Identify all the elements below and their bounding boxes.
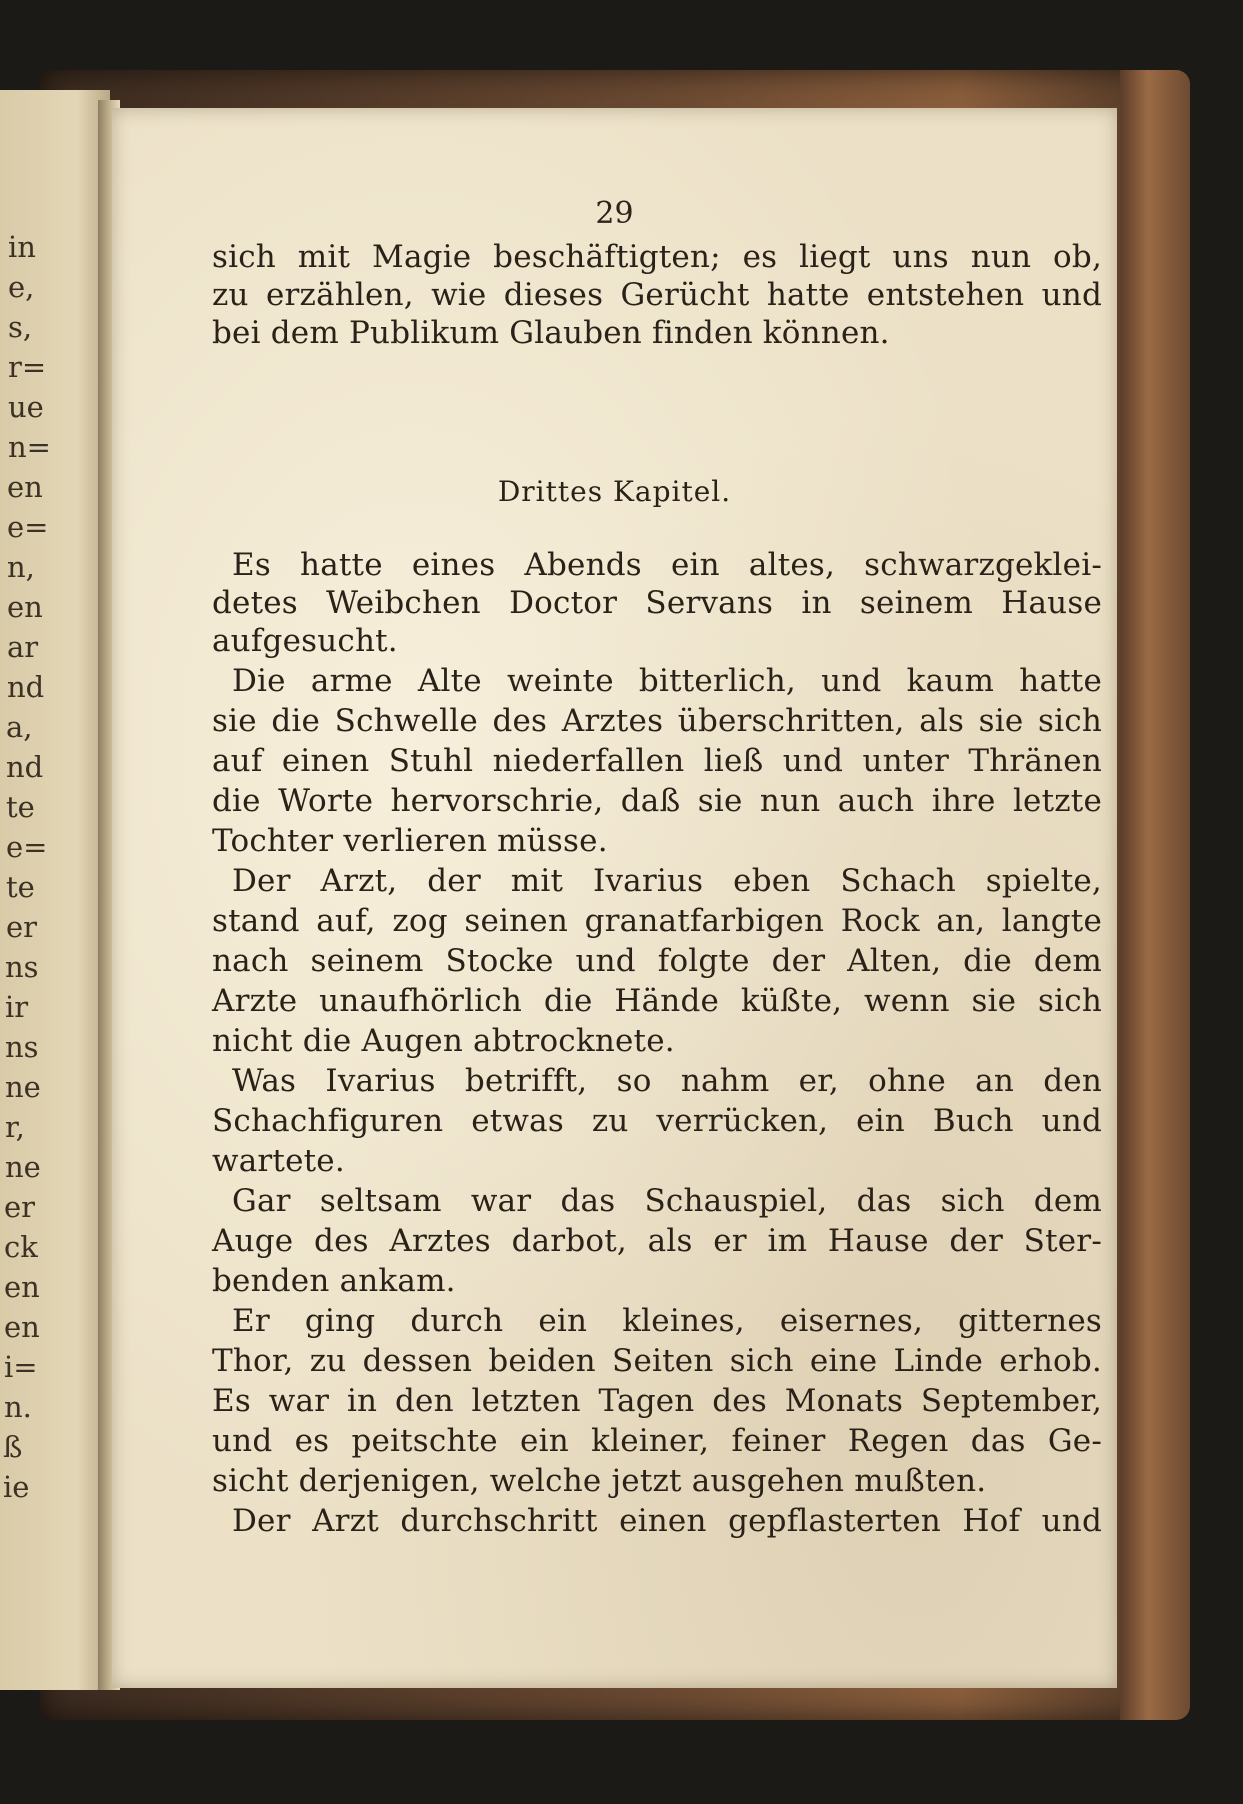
text-line: auf einen Stuhl niederfallen ließ und unter Thränen [212,743,1102,779]
left-page-line: in [8,230,36,264]
left-page-line: ir [5,990,29,1024]
text-line: Gar seltsam war das Schauspiel, das sich dem [232,1183,1102,1219]
text-line: zu erzählen, wie dieses Gerücht hatte entstehen und [212,277,1102,313]
left-page-line: te [6,870,35,904]
left-page-line: r, [5,1110,25,1144]
text-line: sich mit Magie beschäftigten; es liegt uns nun ob, [212,239,1102,275]
left-page-line: e, [8,270,35,304]
text-line: Der Arzt, der mit Ivarius eben Schach spielte, [232,863,1102,899]
text-line: nach seinem Stocke und folgte der Alten, die dem [212,943,1102,979]
left-page-line: ns [5,1030,39,1064]
text-line: nicht die Augen abtrocknete. [212,1023,675,1059]
text-line: stand auf, zog seinen granatfarbigen Rock an, langte [212,903,1102,939]
left-page-line: ß [3,1430,23,1464]
text-line: und es peitschte ein kleiner, feiner Regen das Ge- [212,1423,1102,1459]
left-page-line: en [7,590,43,624]
left-page-line: ue [8,390,44,424]
text-line: Was Ivarius betrifft, so nahm er, ohne an den [232,1063,1102,1099]
text-line: Der Arzt durchschritt einen gepflasterten Hof und [232,1503,1102,1539]
text-line: detes Weibchen Doctor Servans in seinem Hause [212,585,1102,621]
text-line: benden ankam. [212,1263,456,1299]
text-line: Es hatte eines Abends ein altes, schwarzgeklei- [232,547,1102,583]
left-page-line: nd [7,670,45,704]
right-page [112,108,1117,1688]
text-line: Es war in den letzten Tagen des Monats September, [212,1383,1102,1419]
left-page-line: en [7,470,43,504]
text-line: Schachfiguren etwas zu verrücken, ein Buch und [212,1103,1102,1139]
text-line: aufgesucht. [212,623,398,659]
left-page-line: en [4,1270,40,1304]
left-page-line: n. [4,1390,32,1424]
cover-edge [1120,70,1190,1720]
text-line: Arzte unaufhörlich die Hände küßte, wenn sie sich [212,983,1102,1019]
text-line: sie die Schwelle des Arztes überschritten, als sie sich [212,703,1102,739]
text-line: wartete. [212,1143,345,1179]
text-line: die Worte hervorschrie, daß sie nun auch ihre letzte [212,783,1102,819]
left-page-line: ne [5,1150,41,1184]
left-page-line: er [4,1190,36,1224]
text-line: Er ging durch ein kleines, eisernes, gitternes [232,1303,1102,1339]
left-page-line: i= [4,1350,38,1384]
left-page-line: e= [6,830,48,864]
left-page-line: ar [7,630,39,664]
page-number: 29 [595,196,634,231]
left-page-line: ne [5,1070,41,1104]
left-page-line: te [6,790,35,824]
left-page-line: a, [6,710,33,744]
left-page-fragment [0,90,110,1690]
left-page-line: ns [5,950,39,984]
chapter-heading: Drittes Kapitel. [497,475,732,508]
left-page-line: s, [8,310,33,344]
left-page-line: r= [8,350,47,384]
text-line: Thor, zu dessen beiden Seiten sich eine Linde erhob. [212,1343,1102,1379]
left-page-line: en [4,1310,40,1344]
left-page-line: n= [8,430,51,464]
text-line: Auge des Arztes darbot, als er im Hause der Ster- [212,1223,1102,1259]
left-page-line: ck [4,1230,38,1264]
left-page-line: ie [3,1470,30,1504]
left-page-line: er [6,910,38,944]
left-page-line: nd [6,750,44,784]
text-line: Tochter verlieren müsse. [212,823,608,859]
text-line: sicht derjenigen, welche jetzt ausgehen mußten. [212,1463,987,1499]
text-line: bei dem Publikum Glauben finden können. [212,315,890,351]
left-page-line: e= [7,510,49,544]
text-line: Die arme Alte weinte bitterlich, und kaum hatte [232,663,1102,699]
left-page-line: n, [7,550,35,584]
